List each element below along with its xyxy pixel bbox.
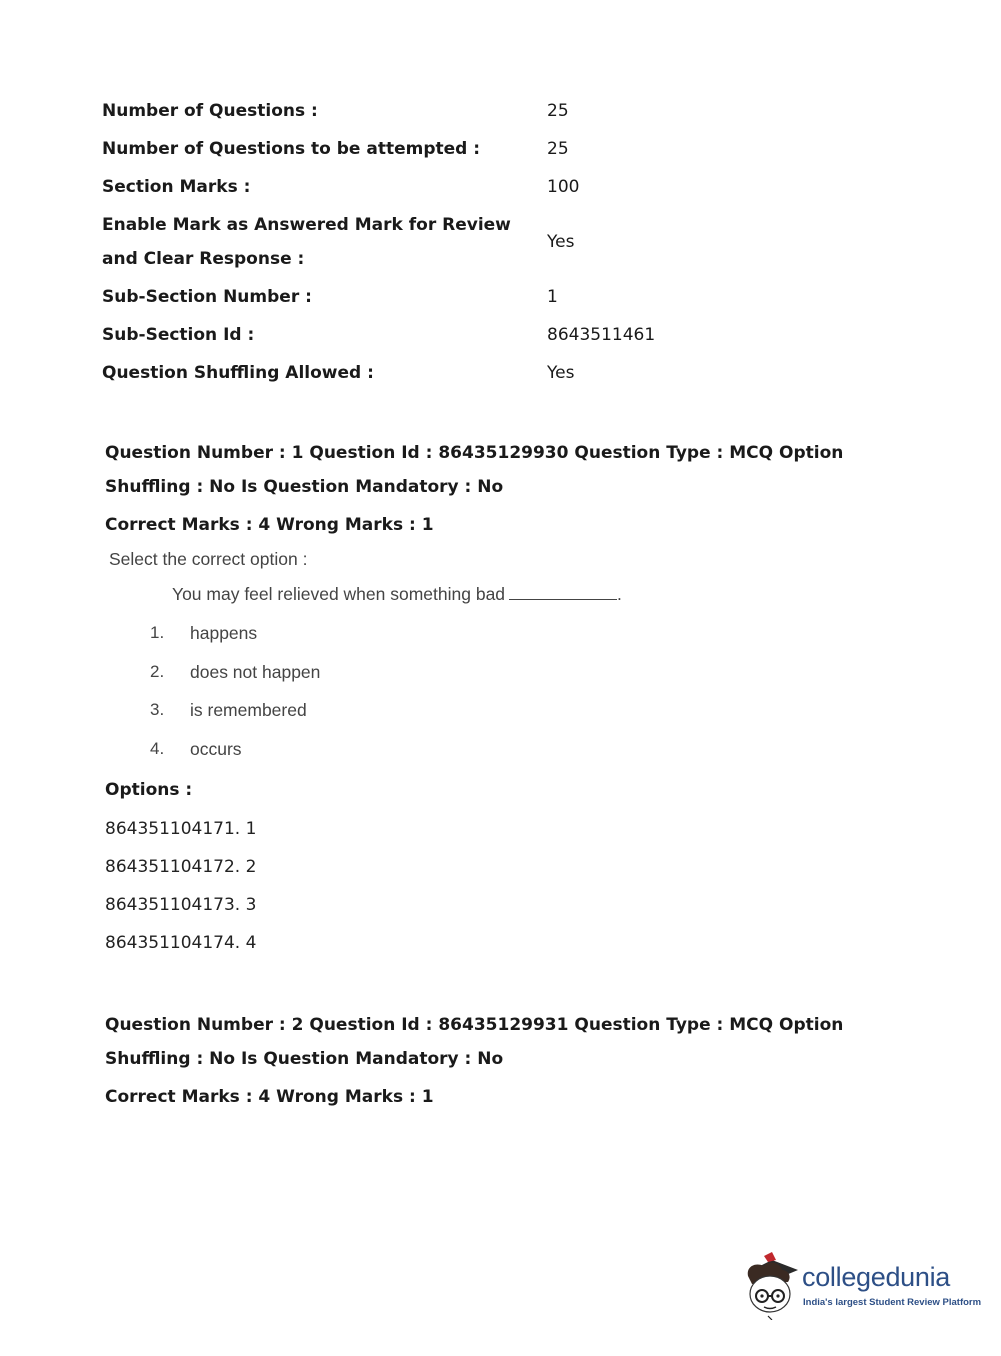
question-marks: Correct Marks : 4 Wrong Marks : 1 <box>105 515 434 535</box>
options-label: Options : <box>105 780 193 800</box>
option-id: 864351104171. 1 <box>105 819 257 839</box>
meta-value: 25 <box>547 101 569 121</box>
option-id: 864351104174. 4 <box>105 933 257 953</box>
choice-text: is remembered <box>190 700 307 720</box>
question-stem-text: You may feel relieved when something bad <box>172 584 506 604</box>
choice-number: 2. <box>150 662 165 681</box>
meta-value: 1 <box>547 287 558 307</box>
logo-tagline: India's largest Student Review Platform <box>803 1297 982 1308</box>
mascot-icon <box>742 1250 802 1320</box>
choice-number: 4. <box>150 739 165 758</box>
meta-label: Sub-Section Number : <box>102 287 312 307</box>
choice-text: does not happen <box>190 662 321 682</box>
option-id: 864351104173. 3 <box>105 895 257 915</box>
question-marks: Correct Marks : 4 Wrong Marks : 1 <box>105 1087 434 1107</box>
choice-number: 3. <box>150 700 165 719</box>
meta-value: Yes <box>547 363 575 383</box>
option-id: 864351104172. 2 <box>105 857 257 877</box>
question-header: Question Number : 2 Question Id : 86435129931 Question Type : MCQ Option Shuffling : No Is Question Mandatory : No <box>105 1015 844 1069</box>
meta-label: Number of Questions : <box>102 101 318 121</box>
meta-label: Question Shuffling Allowed : <box>102 363 374 383</box>
question-instruction: Select the correct option : <box>109 549 308 569</box>
logo-name: collegedunia <box>802 1262 951 1292</box>
answer-blank <box>509 585 617 600</box>
meta-label: Enable Mark as Answered Mark for Review and Clear Response : <box>102 215 511 269</box>
question-stem: You may feel relieved when something bad . <box>172 584 622 604</box>
meta-value: 100 <box>547 177 580 197</box>
question-header: Question Number : 1 Question Id : 86435129930 Question Type : MCQ Option Shuffling : No Is Question Mandatory : No <box>105 443 844 497</box>
meta-value: 8643511461 <box>547 325 656 345</box>
choice-text: happens <box>190 623 258 643</box>
meta-label: Number of Questions to be attempted : <box>102 139 481 159</box>
meta-label: Section Marks : <box>102 177 251 197</box>
meta-value: Yes <box>547 232 575 252</box>
choice-number: 1. <box>150 623 165 642</box>
choice-text: occurs <box>190 739 242 759</box>
meta-value: 25 <box>547 139 569 159</box>
meta-label: Sub-Section Id : <box>102 325 255 345</box>
